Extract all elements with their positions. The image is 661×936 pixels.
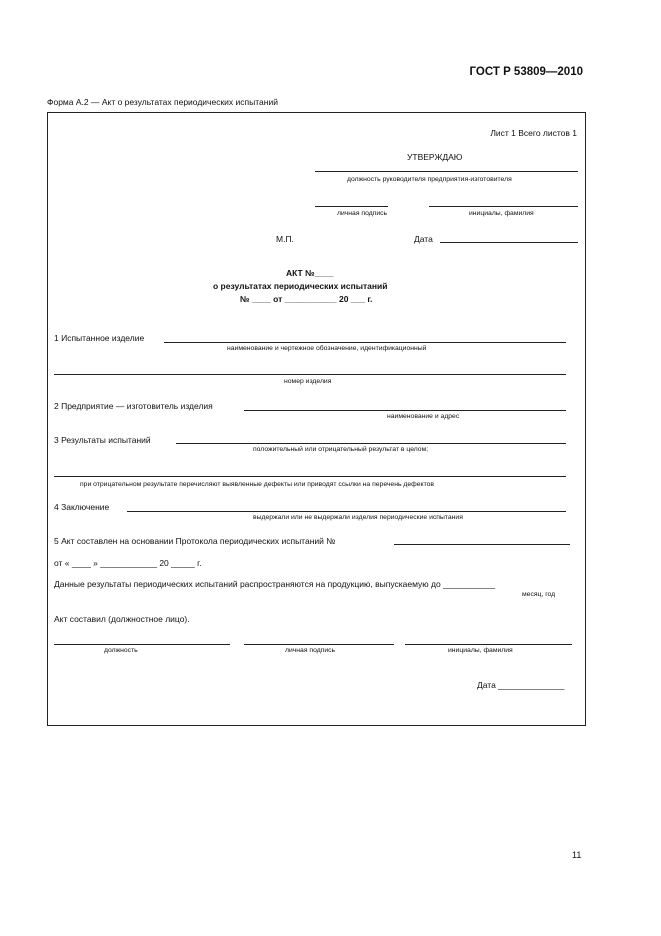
- position-caption: должность руководителя предприятия-изготовителя: [347, 176, 512, 183]
- section-1-caption-2: номер изделия: [284, 378, 332, 385]
- section-1-caption: наименование и чертежное обозначение, идентификационный: [227, 345, 427, 352]
- section-3-caption-2: при отрицательном результате перечисляют выявленные дефекты или приводят ссылки на перечень дефектов: [80, 481, 434, 488]
- section-5-label: 5 Акт составлен на основании Протокола периодических испытаний №: [54, 536, 336, 546]
- section-4-line: [127, 511, 566, 512]
- section-3-caption: положительный или отрицательный результат в целом;: [253, 446, 429, 453]
- page-number: 11: [572, 850, 582, 860]
- form-caption: Форма А.2 — Акт о результатах периодических испытаний: [47, 97, 278, 107]
- compiler-initials-line: [405, 644, 572, 645]
- act-number-date: № ____ от ___________ 20 ___ г.: [240, 294, 373, 304]
- section-2-line: [244, 410, 566, 411]
- compiler-signature-caption: личная подпись: [285, 647, 336, 654]
- compiler-initials-caption: инициалы, фамилия: [448, 647, 513, 654]
- sheet-info: Лист 1 Всего листов 1: [490, 128, 577, 138]
- act-subtitle: о результатах периодических испытаний: [213, 281, 388, 291]
- final-date: Дата ______________: [477, 680, 565, 690]
- section-1-line-2: [54, 374, 566, 375]
- approver-initials-line: [429, 206, 578, 207]
- stamp-label: М.П.: [276, 234, 294, 244]
- approval-date-label: Дата: [414, 234, 433, 244]
- section-1-line: [164, 342, 566, 343]
- distribution-text: Данные результаты периодических испытаний распространяются на продукцию, выпускаемую до ___________: [54, 579, 496, 589]
- approver-signature-line: [315, 206, 388, 207]
- compiler-position-line: [54, 644, 230, 645]
- section-3-line-2: [54, 476, 566, 477]
- section-5-line: [394, 544, 570, 545]
- compiler-position-caption: должность: [104, 647, 138, 654]
- section-4-caption: выдержали или не выдержали изделия периодические испытания: [253, 514, 463, 521]
- approval-date-line: [440, 242, 578, 243]
- document-code: ГОСТ Р 53809—2010: [469, 66, 583, 78]
- section-3-label: 3 Результаты испытаний: [54, 435, 151, 445]
- section-5-date: от « ____ » ____________ 20 _____ г.: [54, 558, 202, 568]
- section-2-label: 2 Предприятие — изготовитель изделия: [54, 401, 213, 411]
- section-1-label: 1 Испытанное изделие: [54, 333, 145, 343]
- position-line: [315, 171, 578, 172]
- section-3-line: [176, 443, 566, 444]
- act-title: АКТ №____: [286, 268, 334, 278]
- approver-signature-caption: личная подпись: [337, 210, 388, 217]
- approver-initials-caption: инициалы, фамилия: [469, 210, 534, 217]
- distribution-caption: месяц, год: [522, 591, 556, 598]
- approve-label: УТВЕРЖДАЮ: [407, 152, 463, 162]
- compiled-by-label: Акт составил (должностное лицо).: [54, 614, 190, 624]
- form-frame: [47, 112, 586, 726]
- section-4-label: 4 Заключение: [54, 502, 110, 512]
- section-2-caption: наименование и адрес: [387, 413, 460, 420]
- compiler-signature-line: [244, 644, 394, 645]
